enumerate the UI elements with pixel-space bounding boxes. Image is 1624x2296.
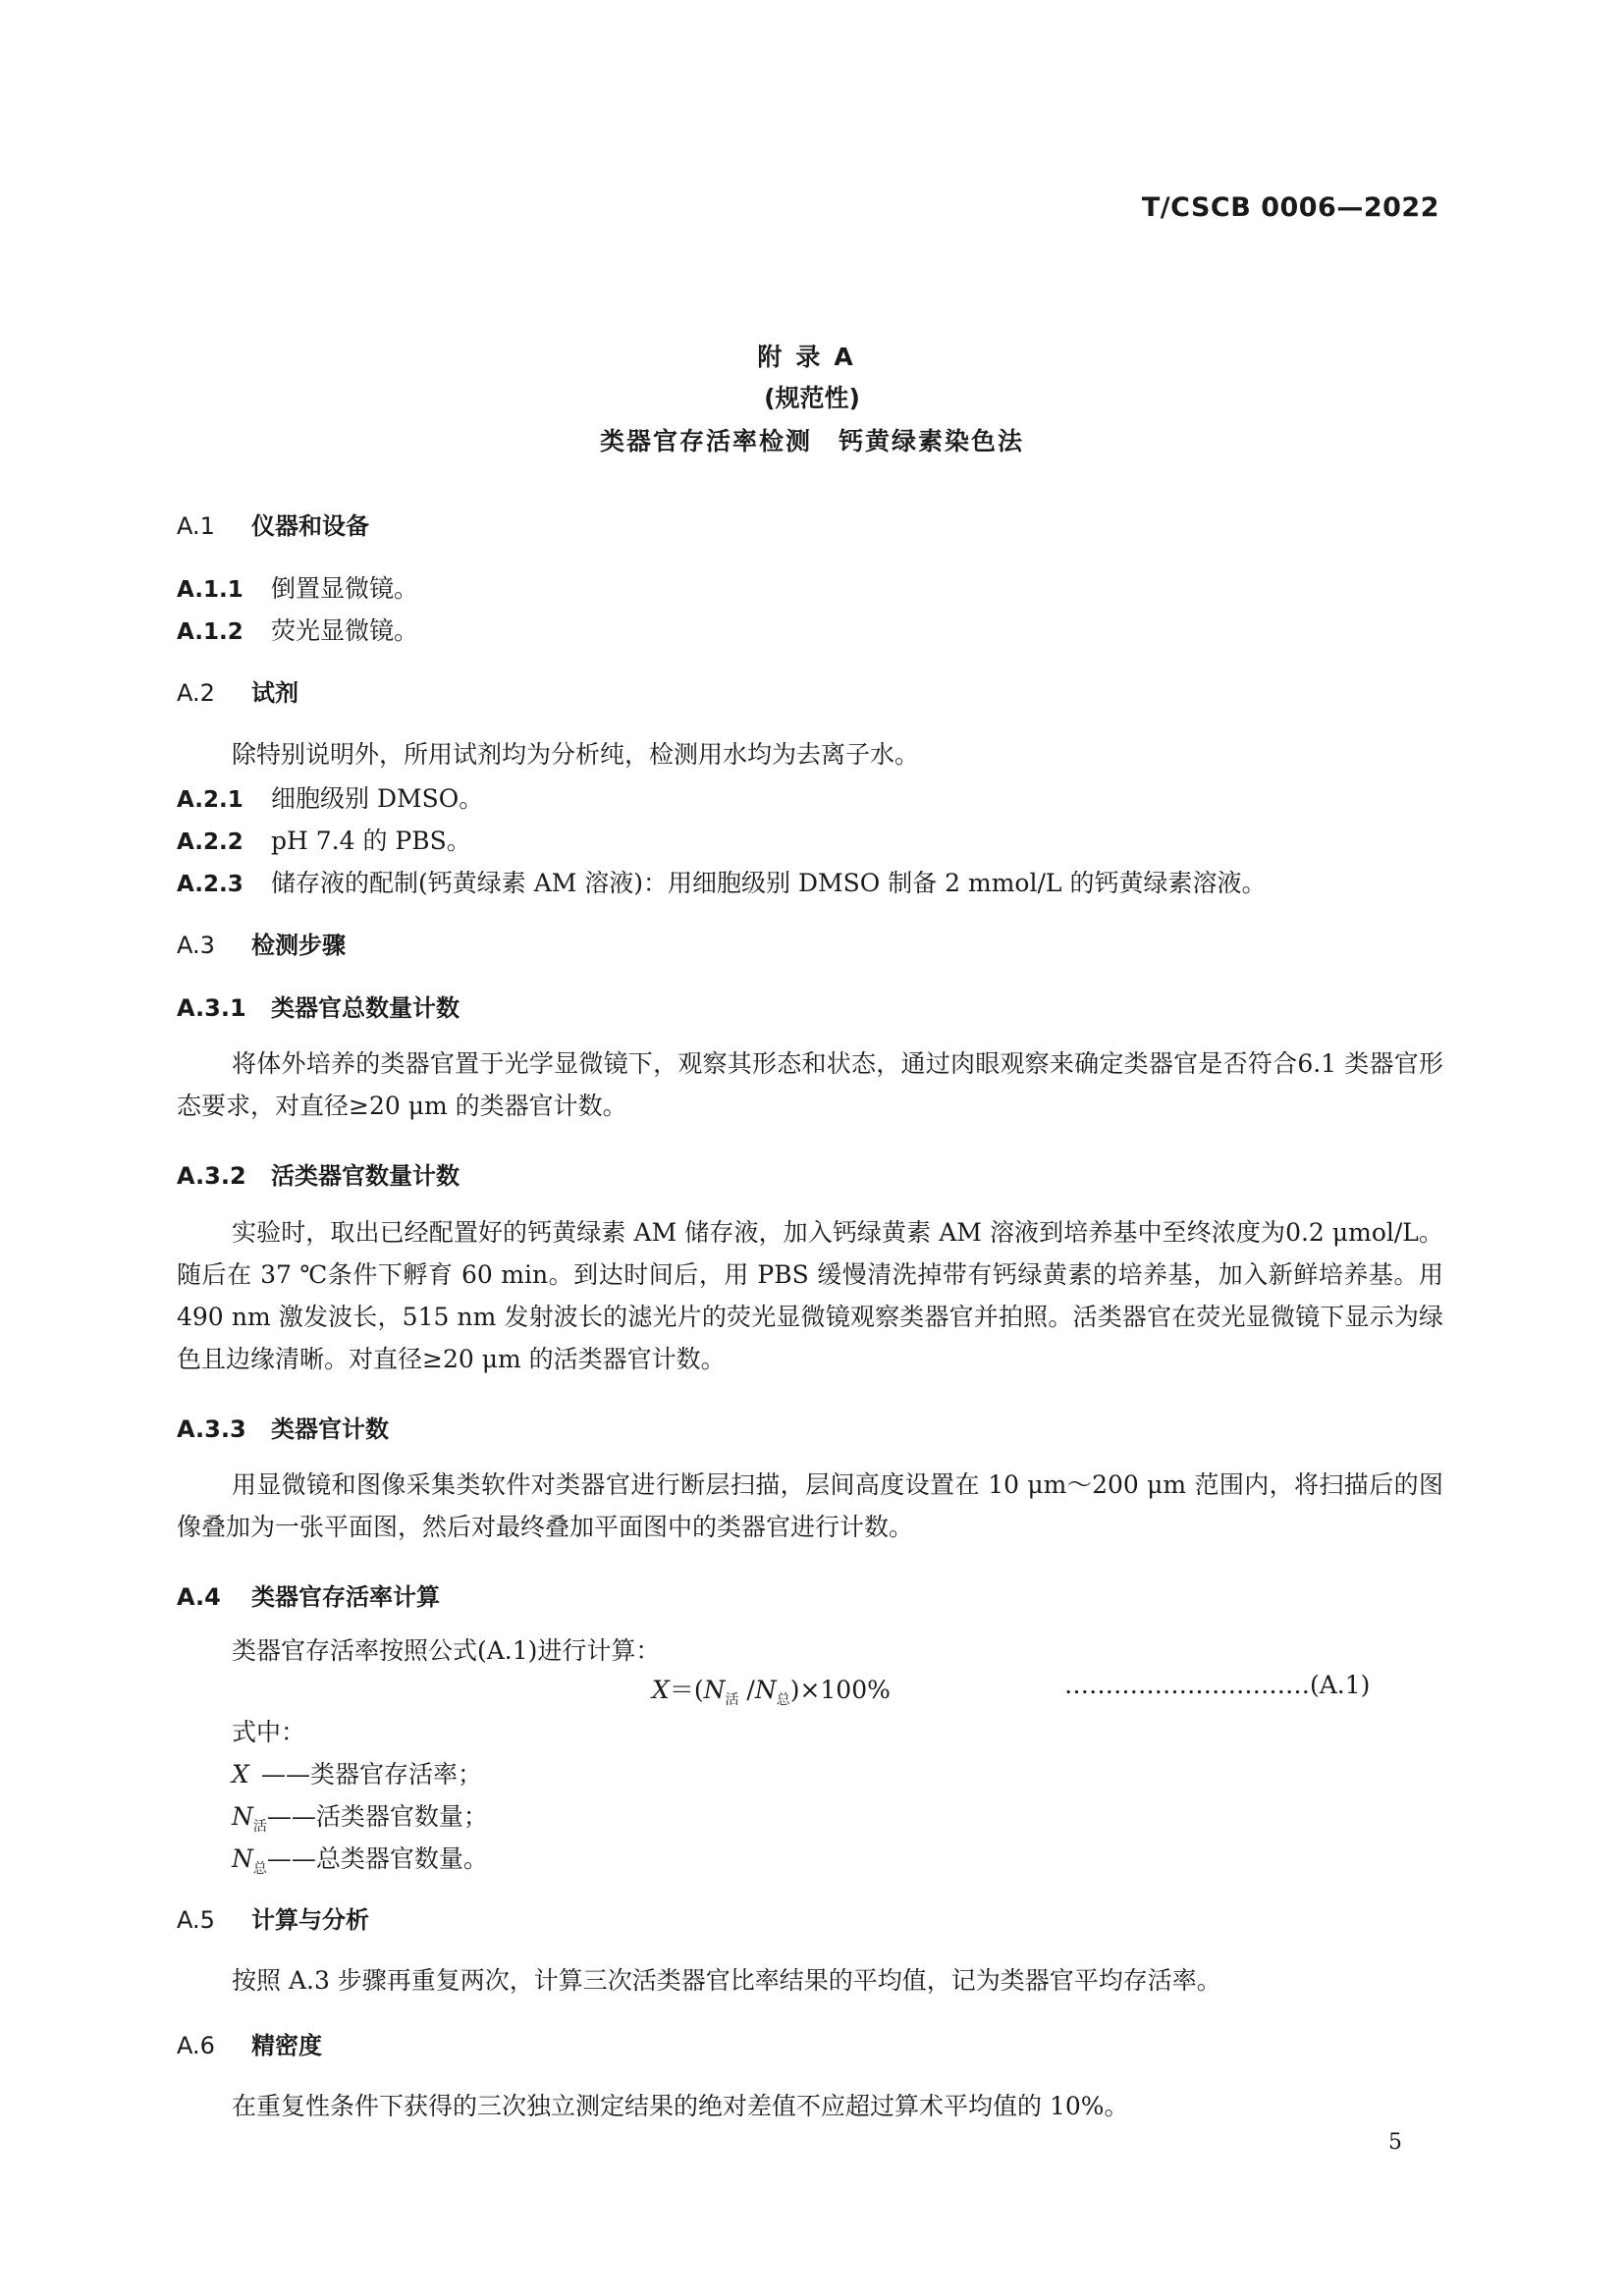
definition-n-live — [232, 1797, 488, 1836]
section-heading-a5 — [177, 1900, 369, 1935]
clause-text: 细胞级别 DMSO。 — [271, 784, 484, 813]
clause-text: 倒置显微镜。 — [271, 574, 419, 603]
definition-symbol: N — [232, 1802, 253, 1831]
definition-symbol: N — [232, 1844, 253, 1873]
clause-text: 储存液的配制(钙黄绿素 AM 溶液)：用细胞级别 DMSO 制备 2 mmol/L 的钙黄绿素溶液。 — [271, 869, 1267, 897]
definition-x — [232, 1755, 482, 1790]
section-heading-a3-2 — [177, 1156, 460, 1191]
section-number: A.3.3 — [177, 1415, 246, 1443]
formula-n-live: N — [703, 1676, 726, 1704]
annex-heading: 附录A — [757, 343, 867, 371]
clause-number: A.1.2 — [177, 619, 244, 645]
clause-a1-1 — [177, 569, 418, 605]
definition-subscript: 总 — [252, 1861, 267, 1877]
clause-number: A.1.1 — [177, 577, 244, 603]
section-title: 类器官计数 — [271, 1415, 389, 1443]
section-number: A.1 — [177, 512, 215, 540]
clause-a2-3 — [177, 864, 1266, 899]
page-number: 5 — [1388, 2130, 1402, 2155]
clause-text: pH 7.4 的 PBS。 — [271, 827, 471, 855]
equation-number: …………………………(A.1) — [1064, 1671, 1371, 1699]
section-heading-a2 — [177, 673, 298, 708]
section-number: A.5 — [177, 1906, 215, 1934]
annex-type: (规范性) — [764, 384, 860, 412]
where-label: 式中： — [232, 1718, 306, 1746]
section-number: A.2 — [177, 679, 215, 707]
clause-text: 荧光显微镜。 — [271, 616, 419, 645]
paragraph-a3-2: 实验时，取出已经配置好的钙黄绿素 AM 储存液，加入钙绿黄素 AM 溶液到培养基中至终浓度为0.2 μmol/L。随后在 37 ℃条件下孵育 60 min。到达时间后，用 PBS 缓慢清洗掉带有钙绿黄素的培养基，加入新鲜培养基。用 490 nm 激发波长，515 nm 发射波长的滤光片的荧光显微镜观察类器官并拍照。活类器官在荧光显微镜下显示为绿色且边缘清晰。对直径≥20 μm 的活类器官计数。 — [177, 1218, 1443, 1373]
section-heading-a6 — [177, 2026, 322, 2060]
clause-a2-1 — [177, 779, 483, 815]
paragraph-a4-intro: 类器官存活率按照公式(A.1)进行计算： — [232, 1636, 661, 1665]
paragraph-a3-1: 将体外培养的类器官置于光学显微镜下，观察其形态和状态，通过肉眼观察来确定类器官是否符合6.1 类器官形态要求，对直径≥20 μm 的类器官计数。 — [177, 1049, 1443, 1120]
annex-title: 类器官存活率检测 钙黄绿素染色法 — [599, 427, 1024, 455]
formula-equals: ＝( — [669, 1676, 704, 1704]
section-heading-a3 — [177, 926, 346, 960]
section-heading-a4 — [177, 1577, 440, 1612]
definition-text: ——类器官存活率； — [261, 1760, 483, 1789]
formula-sub-live: 活 — [725, 1692, 739, 1708]
section-title: 类器官总数量计数 — [271, 994, 460, 1022]
paragraph-a2-intro: 除特别说明外，所用试剂均为分析纯，检测用水均为去离子水。 — [232, 740, 920, 769]
formula-x: X — [652, 1676, 670, 1704]
formula-sub-total: 总 — [776, 1692, 790, 1708]
section-title: 仪器和设备 — [251, 512, 369, 540]
section-title: 计算与分析 — [251, 1906, 369, 1934]
definition-text: ——活类器官数量； — [266, 1802, 488, 1831]
definition-symbol: X — [232, 1760, 249, 1789]
section-number: A.6 — [177, 2032, 215, 2059]
section-number: A.3.2 — [177, 1162, 246, 1190]
definition-text: ——总类器官数量。 — [266, 1844, 488, 1873]
paragraph-a6: 在重复性条件下获得的三次独立测定结果的绝对差值不应超过算术平均值的 10%。 — [232, 2092, 1129, 2120]
formula-a1 — [652, 1671, 891, 1709]
clause-a1-2 — [177, 612, 418, 647]
section-title: 试剂 — [251, 679, 298, 707]
clause-a2-2 — [177, 822, 471, 857]
clause-number: A.2.1 — [177, 787, 244, 813]
section-title: 活类器官数量计数 — [271, 1162, 460, 1190]
definition-n-total — [232, 1840, 488, 1878]
paragraph-a5: 按照 A.3 步骤再重复两次，计算三次活类器官比率结果的平均值，记为类器官平均存活率。 — [232, 1966, 1221, 1995]
section-title: 精密度 — [251, 2032, 322, 2059]
section-number: A.4 — [177, 1583, 221, 1611]
formula-rest: )×100% — [789, 1676, 891, 1704]
clause-number: A.2.2 — [177, 829, 244, 855]
section-number: A.3.1 — [177, 994, 246, 1022]
section-number: A.3 — [177, 932, 215, 959]
section-heading-a3-1 — [177, 988, 460, 1023]
standard-code: T/CSCB 0006—2022 — [1141, 192, 1439, 223]
section-title: 检测步骤 — [251, 932, 346, 959]
clause-number: A.2.3 — [177, 872, 244, 897]
paragraph-a3-3: 用显微镜和图像采集类软件对类器官进行断层扫描，层间高度设置在 10 μm～200 μm 范围内，将扫描后的图像叠加为一张平面图，然后对最终叠加平面图中的类器官进行计数。 — [177, 1470, 1443, 1541]
section-heading-a3-3 — [177, 1410, 389, 1444]
section-title: 类器官存活率计算 — [251, 1583, 440, 1611]
definition-subscript: 活 — [252, 1819, 267, 1835]
formula-slash: / — [738, 1676, 755, 1704]
section-heading-a1 — [177, 507, 369, 541]
formula-n-total: N — [754, 1676, 777, 1704]
